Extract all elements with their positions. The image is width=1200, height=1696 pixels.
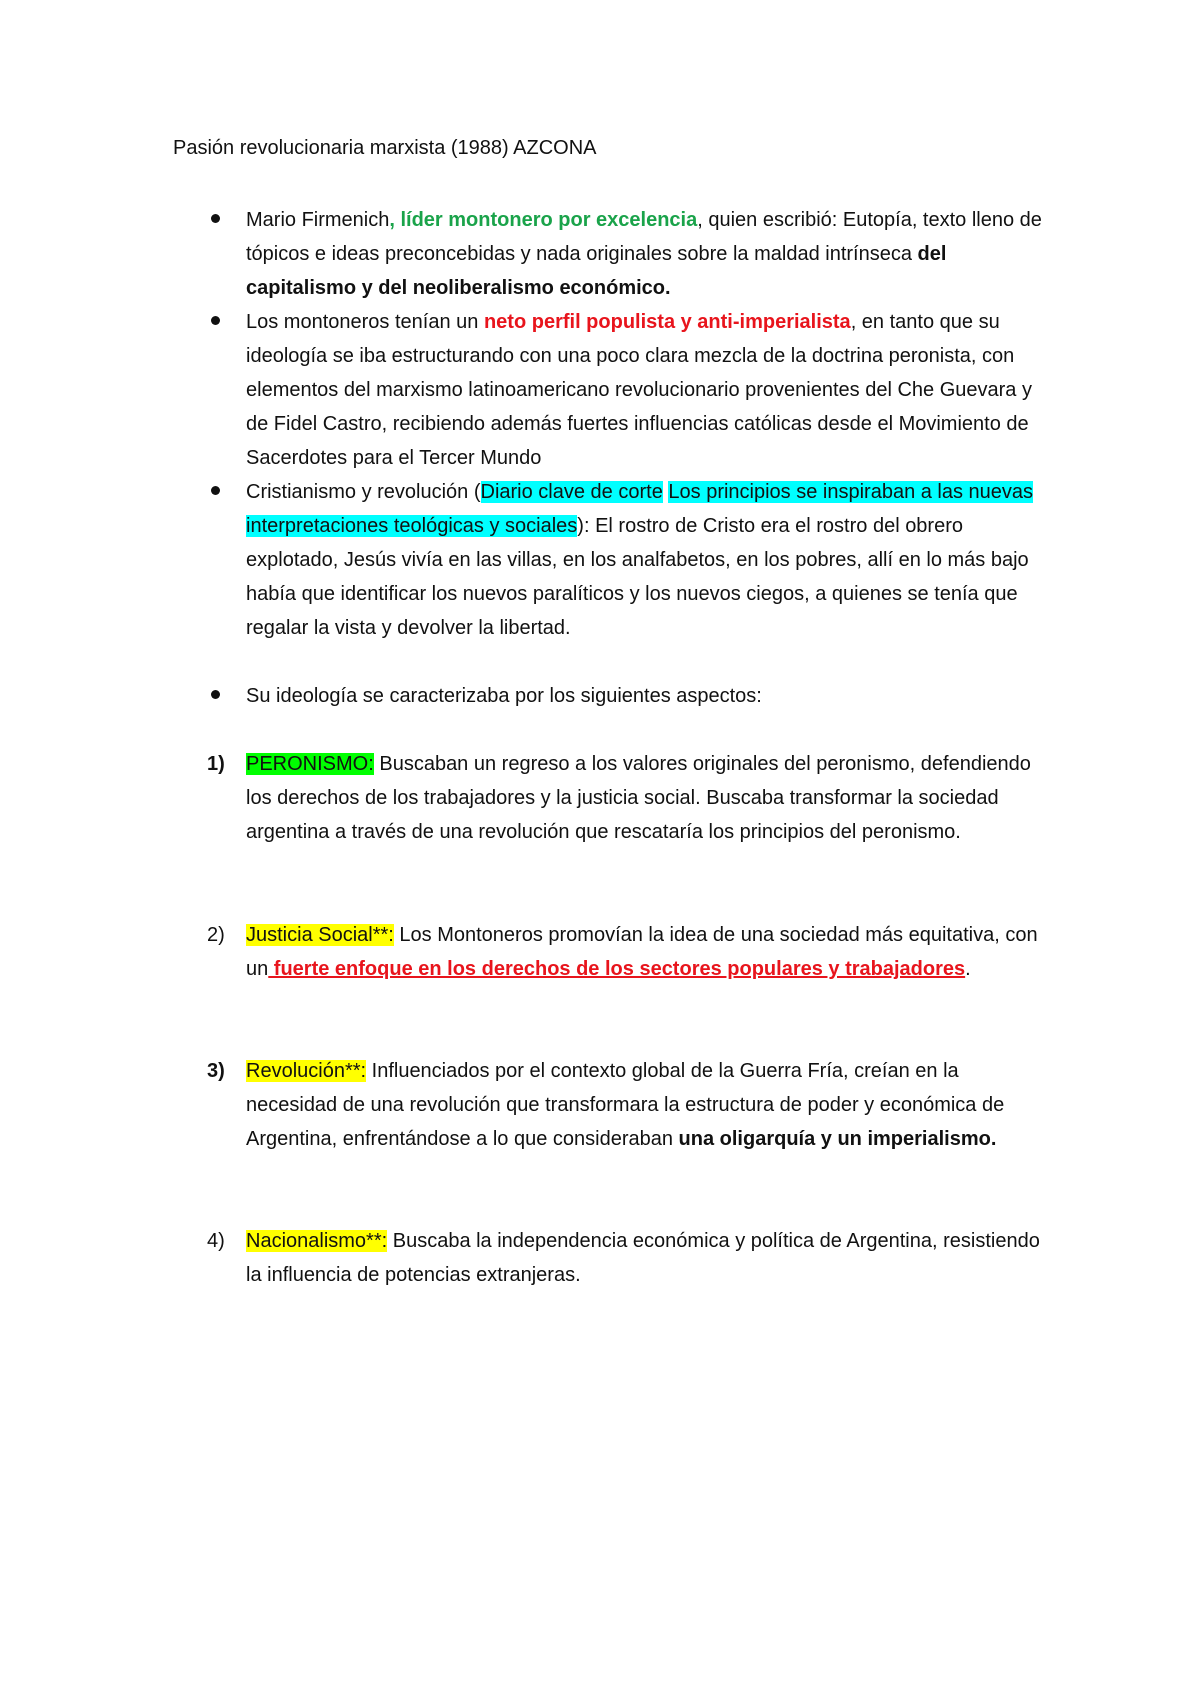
bold-text: del capitalismo y del neoliberalismo económico. <box>246 243 947 299</box>
bullet-text: Los montoneros tenían un <box>246 311 484 333</box>
cyan-highlight-text: Los principios se inspiraban a las nuevas interpretaciones teológicas y sociales <box>246 481 1034 537</box>
document-title: Pasión revolucionaria marxista (1988) AZCONA <box>173 137 597 159</box>
bullet-text: , quien escribió: Eutopía, texto lleno de tópicos e ideas preconcebidas y nada originales sobre la maldad intrínseca <box>246 209 1042 265</box>
bullet-text: Su ideología se caracterizaba por los siguientes aspectos: <box>246 685 762 707</box>
bullet-text: , en tanto que su ideología se iba estructurando con una poco clara mezcla de la doctrina peronista, con elementos del marxismo latinoamericano revolucionario provenientes del Che Guevara y de Fidel Castro, recibiendo además fuertes influencias católicas desde el Movimiento de Sacerdotes para el Tercer Mundo <box>246 311 1032 469</box>
numbered-item-peronismo <box>246 747 1046 849</box>
bullet-text: ): El rostro de Cristo era el rostro del obrero explotado, Jesús vivía en las villas, en los analfabetos, en los pobres, allí en lo más bajo había que identificar los nuevos paralíticos y los nuevos ciegos, a quienes se tenía que regalar la vista y devolver la libertad. <box>246 515 1029 639</box>
item-text: Buscaban un regreso a los valores originales del peronismo, defendiendo los derechos de los trabajadores y la justicia social. Buscaba transformar la sociedad argentina a través de una revolución que rescataría los principios del peronismo. <box>246 753 1031 843</box>
item-text: Influenciados por el contexto global de la Guerra Fría, creían en la necesidad de una revolución que transformara la estructura de poder y económica de Argentina, enfrentándose a lo que consideraban <box>246 1060 1005 1150</box>
item-number: 4) <box>207 1230 225 1252</box>
numbered-item-nacionalismo <box>246 1224 1046 1292</box>
bullet-icon <box>211 486 220 495</box>
bullet-item-cristianismo <box>246 475 1046 645</box>
bullet-item-firmenich <box>246 203 1046 305</box>
highlight-green-text: , líder montonero por excelencia <box>389 209 698 231</box>
bullet-item-montoneros <box>246 305 1046 475</box>
item-number: 3) <box>207 1060 225 1082</box>
bullet-text: Mario Firmenich <box>246 209 390 231</box>
bold-text: una oligarquía y un imperialismo. <box>678 1128 997 1150</box>
bullet-icon <box>211 316 220 325</box>
item-number: 2) <box>207 924 225 946</box>
item-text: . <box>965 958 971 980</box>
red-underline-text: fuerte enfoque en los derechos de los sectores populares y trabajadores <box>268 958 966 980</box>
green-highlight-label: PERONISMO: <box>246 753 374 775</box>
yellow-highlight-label: Justicia Social**: <box>246 924 394 946</box>
bullet-item-ideologia <box>246 679 1046 713</box>
red-bold-text: neto perfil populista y anti-imperialista <box>483 311 851 333</box>
bullet-icon <box>211 214 220 223</box>
item-text: Los Montoneros promovían la idea de una sociedad más equitativa, con un <box>246 924 1038 980</box>
bullet-icon <box>211 690 220 699</box>
item-number: 1) <box>207 753 225 775</box>
bullet-text: Cristianismo y revolución ( <box>246 481 481 503</box>
numbered-item-justicia-social <box>246 918 1046 986</box>
numbered-item-revolucion <box>246 1054 1046 1156</box>
yellow-highlight-label: Nacionalismo**: <box>246 1230 388 1252</box>
cyan-highlight-text: Diario clave de corte <box>480 481 663 503</box>
item-text: Buscaba la independencia económica y política de Argentina, resistiendo la influencia de potencias extranjeras. <box>246 1230 1040 1286</box>
yellow-highlight-label: Revolución**: <box>246 1060 367 1082</box>
